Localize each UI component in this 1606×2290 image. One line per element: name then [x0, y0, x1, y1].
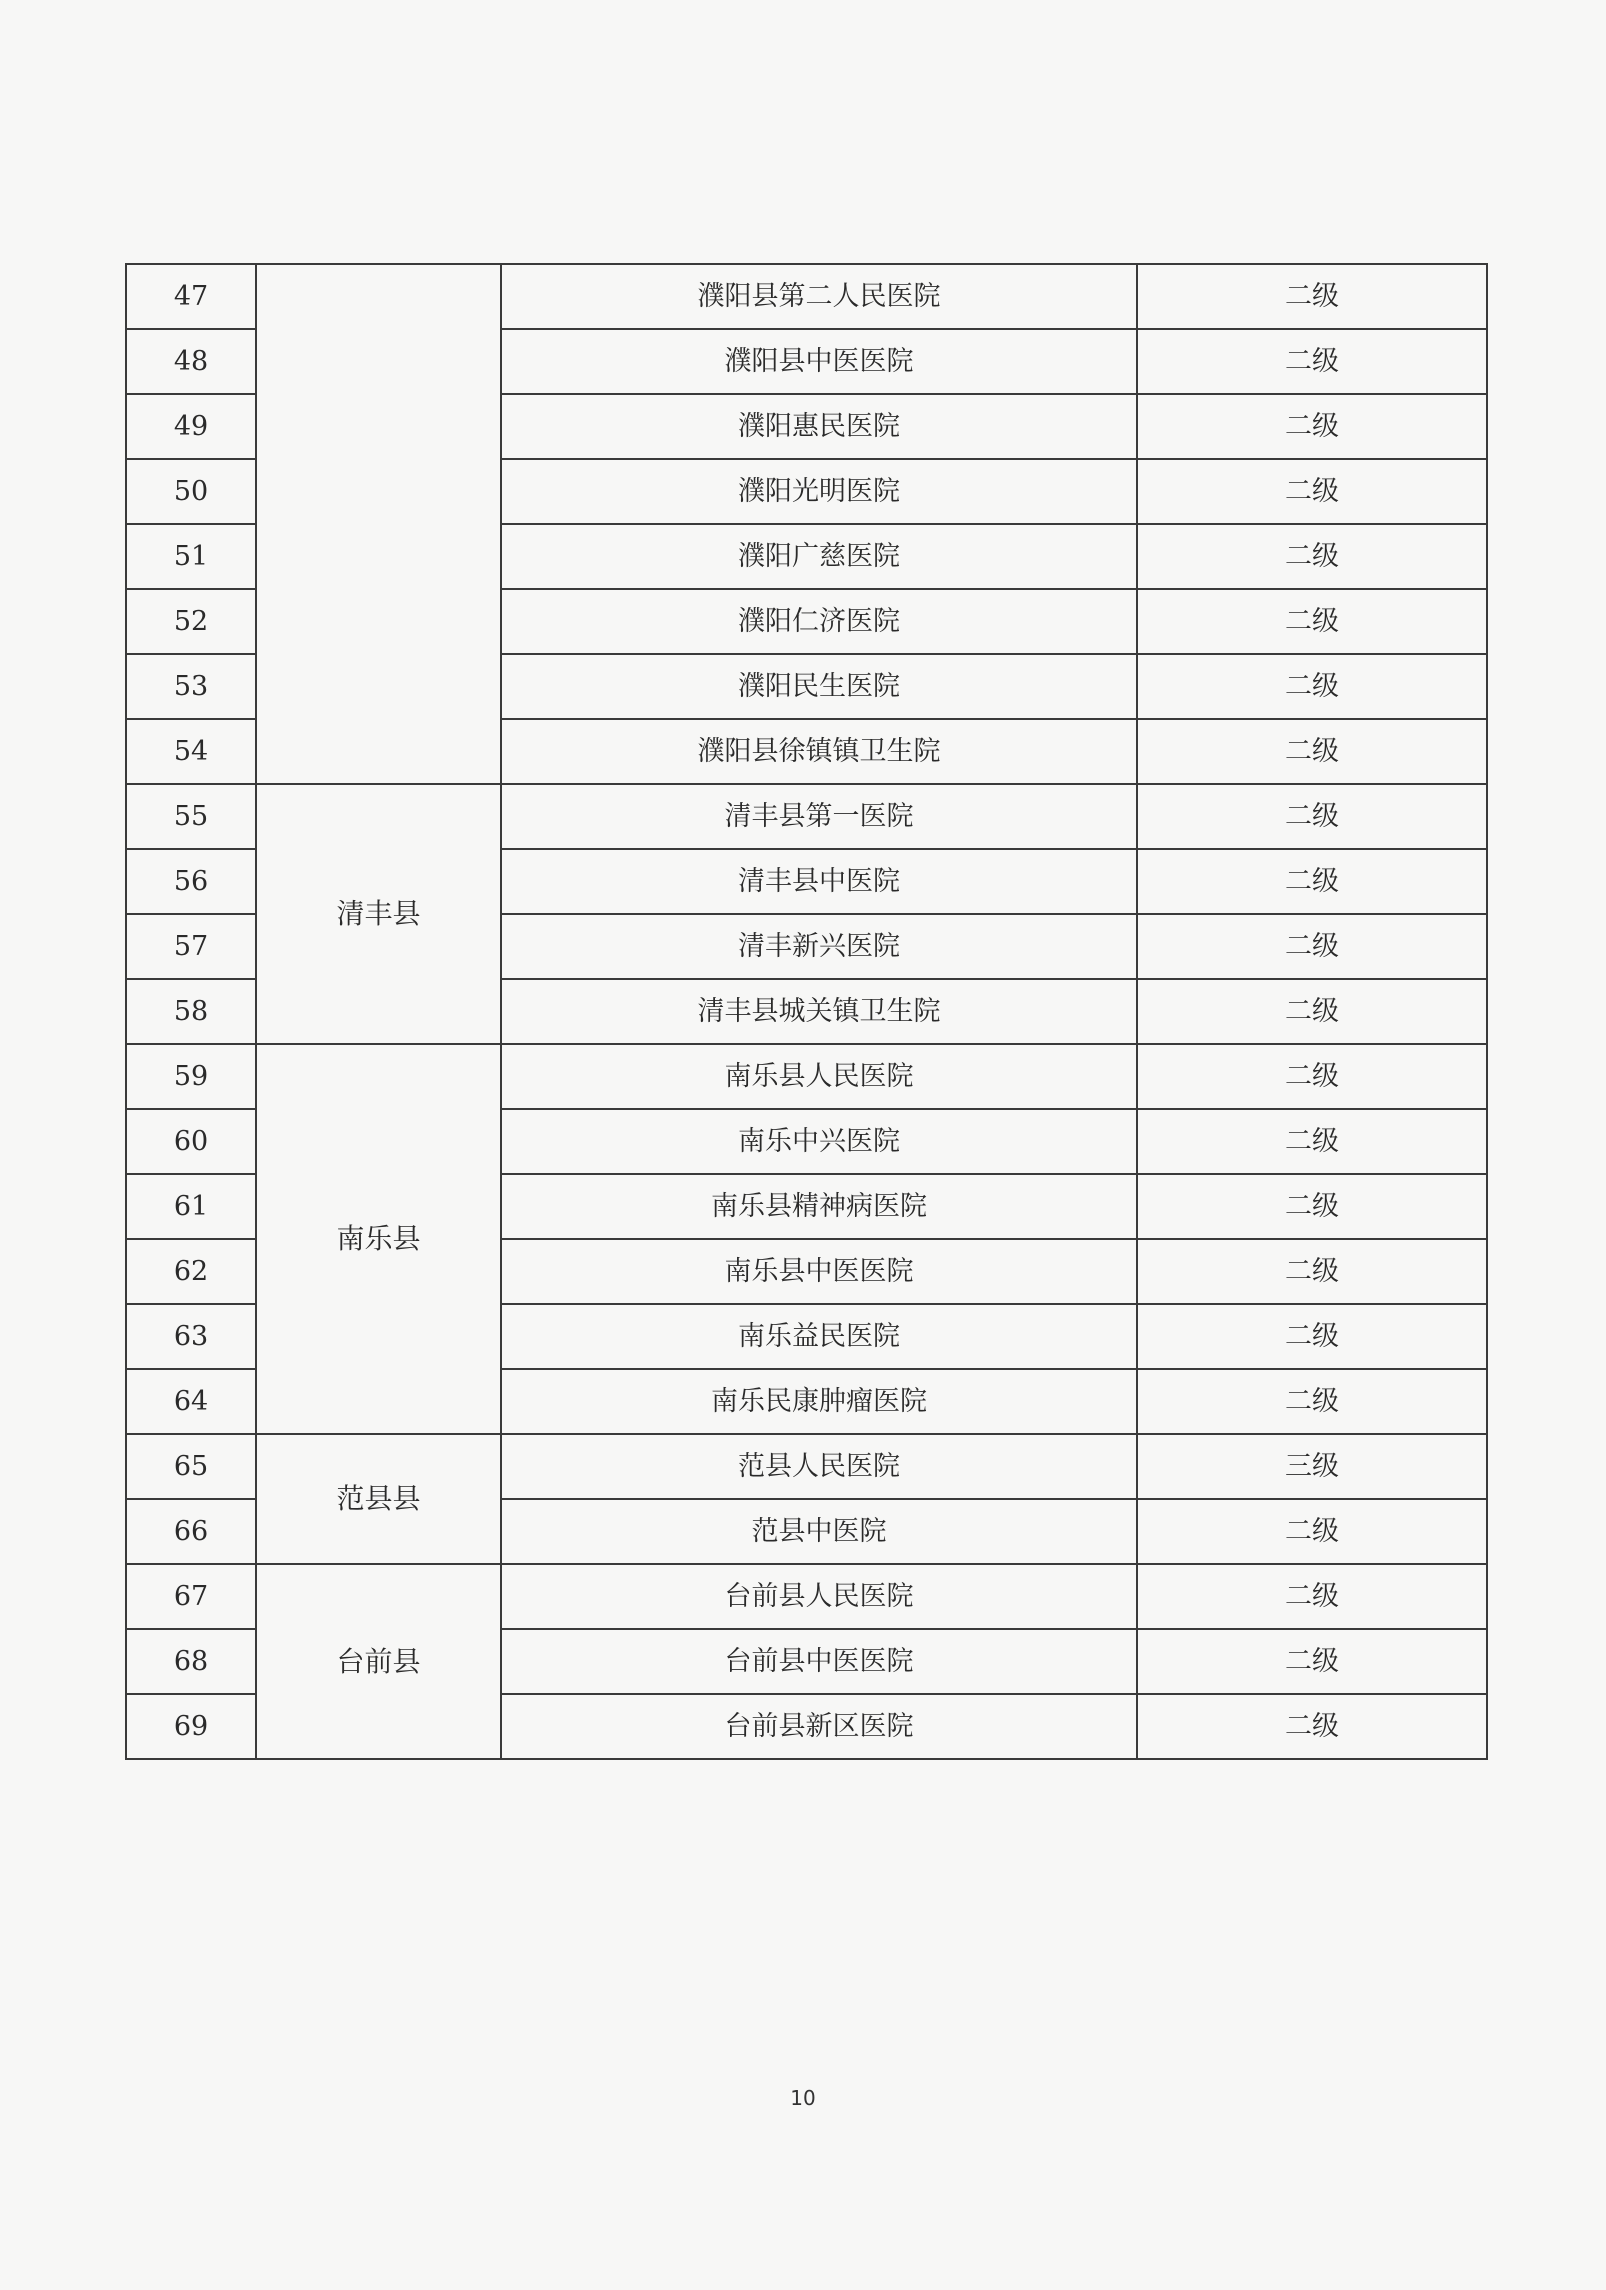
row-number-cell: 64 [126, 1369, 256, 1434]
hospital-name-cell: 清丰县中医院 [501, 849, 1137, 914]
table-row [126, 1434, 1487, 1499]
hospital-name-cell: 濮阳光明医院 [501, 459, 1137, 524]
hospital-name-cell: 南乐民康肿瘤医院 [501, 1369, 1137, 1434]
hospital-level-cell: 二级 [1137, 394, 1487, 459]
row-number-cell: 50 [126, 459, 256, 524]
table-body [126, 264, 1487, 1759]
hospital-name-cell: 濮阳县第二人民医院 [501, 264, 1137, 329]
hospital-level-cell: 二级 [1137, 654, 1487, 719]
hospital-level-cell: 二级 [1137, 1304, 1487, 1369]
row-number-cell: 61 [126, 1174, 256, 1239]
hospital-name-cell: 濮阳县中医医院 [501, 329, 1137, 394]
county-cell: 南乐县 [256, 1044, 501, 1434]
county-cell: 清丰县 [256, 784, 501, 1044]
table-row [126, 1044, 1487, 1109]
hospital-name-cell: 清丰新兴医院 [501, 914, 1137, 979]
hospital-name-cell: 濮阳仁济医院 [501, 589, 1137, 654]
table-row [126, 784, 1487, 849]
hospital-name-cell: 南乐县中医医院 [501, 1239, 1137, 1304]
hospital-level-cell: 二级 [1137, 1694, 1487, 1759]
hospital-name-cell: 濮阳县徐镇镇卫生院 [501, 719, 1137, 784]
page-number: 10 [790, 2086, 816, 2110]
hospital-name-cell: 濮阳民生医院 [501, 654, 1137, 719]
hospital-level-cell: 二级 [1137, 524, 1487, 589]
hospital-level-cell: 二级 [1137, 459, 1487, 524]
county-cell [256, 264, 501, 784]
row-number-cell: 62 [126, 1239, 256, 1304]
hospital-name-cell: 南乐县人民医院 [501, 1044, 1137, 1109]
row-number-cell: 54 [126, 719, 256, 784]
hospital-table [125, 263, 1488, 1760]
hospital-level-cell: 二级 [1137, 329, 1487, 394]
hospital-level-cell: 二级 [1137, 1109, 1487, 1174]
row-number-cell: 58 [126, 979, 256, 1044]
hospital-name-cell: 南乐益民医院 [501, 1304, 1137, 1369]
row-number-cell: 57 [126, 914, 256, 979]
county-cell: 范县县 [256, 1434, 501, 1564]
hospital-level-cell: 二级 [1137, 589, 1487, 654]
row-number-cell: 67 [126, 1564, 256, 1629]
hospital-name-cell: 濮阳广慈医院 [501, 524, 1137, 589]
hospital-level-cell: 二级 [1137, 914, 1487, 979]
hospital-level-cell: 二级 [1137, 719, 1487, 784]
row-number-cell: 55 [126, 784, 256, 849]
row-number-cell: 65 [126, 1434, 256, 1499]
hospital-name-cell: 台前县人民医院 [501, 1564, 1137, 1629]
table-row [126, 1564, 1487, 1629]
hospital-name-cell: 台前县新区医院 [501, 1694, 1137, 1759]
row-number-cell: 47 [126, 264, 256, 329]
row-number-cell: 63 [126, 1304, 256, 1369]
row-number-cell: 66 [126, 1499, 256, 1564]
hospital-level-cell: 二级 [1137, 1564, 1487, 1629]
table-row [126, 264, 1487, 329]
row-number-cell: 49 [126, 394, 256, 459]
hospital-name-cell: 濮阳惠民医院 [501, 394, 1137, 459]
hospital-name-cell: 清丰县城关镇卫生院 [501, 979, 1137, 1044]
hospital-level-cell: 二级 [1137, 1044, 1487, 1109]
row-number-cell: 51 [126, 524, 256, 589]
hospital-level-cell: 二级 [1137, 1174, 1487, 1239]
row-number-cell: 52 [126, 589, 256, 654]
hospital-level-cell: 三级 [1137, 1434, 1487, 1499]
row-number-cell: 59 [126, 1044, 256, 1109]
hospital-name-cell: 南乐中兴医院 [501, 1109, 1137, 1174]
county-cell: 台前县 [256, 1564, 501, 1759]
hospital-level-cell: 二级 [1137, 849, 1487, 914]
hospital-level-cell: 二级 [1137, 1239, 1487, 1304]
hospital-level-cell: 二级 [1137, 1629, 1487, 1694]
row-number-cell: 68 [126, 1629, 256, 1694]
row-number-cell: 56 [126, 849, 256, 914]
hospital-name-cell: 台前县中医医院 [501, 1629, 1137, 1694]
hospital-level-cell: 二级 [1137, 264, 1487, 329]
hospital-name-cell: 南乐县精神病医院 [501, 1174, 1137, 1239]
hospital-level-cell: 二级 [1137, 1369, 1487, 1434]
row-number-cell: 60 [126, 1109, 256, 1174]
hospital-level-cell: 二级 [1137, 979, 1487, 1044]
row-number-cell: 53 [126, 654, 256, 719]
hospital-name-cell: 范县人民医院 [501, 1434, 1137, 1499]
hospital-level-cell: 二级 [1137, 784, 1487, 849]
hospital-name-cell: 范县中医院 [501, 1499, 1137, 1564]
hospital-name-cell: 清丰县第一医院 [501, 784, 1137, 849]
row-number-cell: 48 [126, 329, 256, 394]
row-number-cell: 69 [126, 1694, 256, 1759]
hospital-level-cell: 二级 [1137, 1499, 1487, 1564]
